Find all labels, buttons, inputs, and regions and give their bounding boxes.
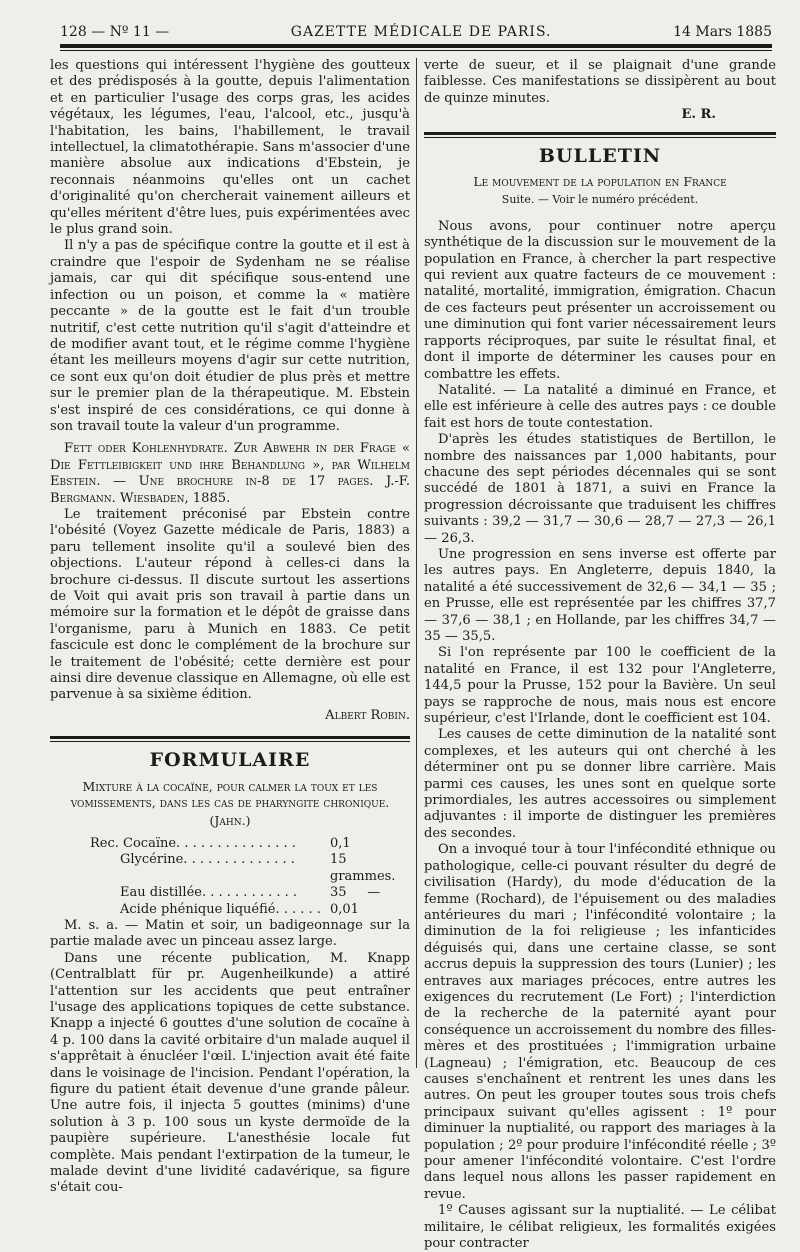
recipe-table xyxy=(90,836,410,918)
paragraph: Les causes de cette diminution de la natalité sont complexes, et les auteurs qui ont cherché à les déterminer ont pu se donner libre carrière. Mais parmi ces causes, les unes sont en quelque sorte primordiales, les autres accessoires ou simplement adjuvantes : il importe de distinguer les premières des secondes. xyxy=(424,727,776,841)
ingredient: Acide phénique liquéfié. . . . . . xyxy=(120,901,321,917)
quantity: 15 grammes. xyxy=(330,852,396,884)
ingredient: Eau distillée. . . . . . . . . . . . xyxy=(120,885,298,901)
header-rule-thick xyxy=(60,44,772,48)
paragraph: Il n'y a pas de spécifique contre la goutte et il est à craindre que l'espoir de Sydenham ne se réalise jamais, car qui dit spécifique sous-entend une infection ou un poison, et comme la « matière peccante » de la goutte est le fait d'un trouble nutritif, c'est cette nutrition qu'il s'agit d'atteindre et de modifier avant tout, et le régime comme l'hygiène étant les meilleurs moyens d'agir sur cette nutrition, ce sont eux qu'on doit étudier de plus près et mettre sur le premier plan de la thérapeutique. M. Ebstein s'est inspiré de ces considérations, ce qui donne à son travail toute la valeur d'un programme. xyxy=(50,238,410,434)
section-rule-thin xyxy=(424,137,776,138)
section-rule xyxy=(424,132,776,135)
right-column xyxy=(424,58,776,1252)
header-rule-thin xyxy=(60,50,772,51)
section-rule-thin xyxy=(50,741,410,742)
issue-date: 14 Mars 1885 xyxy=(673,24,772,40)
paragraph: Si l'on représente par 100 le coefficient de la natalité en France, il est 132 pour l'Angleterre, 144,5 pour la Prusse, 152 pour la Bavière. Un seul pays se rapproche de nous, mais nous est encore supérieur, c'est l'Irlande, dont le coefficient est 104. xyxy=(424,645,776,727)
paragraph: 1º Causes agissant sur la nuptialité. — Le célibat militaire, le célibat religieux, les formalités exigées pour contracter xyxy=(424,1203,776,1252)
ingredient: Glycérine. . . . . . . . . . . . . . xyxy=(120,852,295,868)
recipe-row xyxy=(90,836,410,852)
paragraph: verte de sueur, et il se plaignait d'une grande faiblesse. Ces manifestations se dissipèrent au bout de quinze minutes. xyxy=(424,58,776,106)
journal-title: GAZETTE MÉDICALE DE PARIS. xyxy=(290,24,552,40)
author-signature: Albert Robin. xyxy=(325,707,410,723)
recipe-row xyxy=(90,852,410,885)
recipe-row xyxy=(90,885,410,901)
page-header xyxy=(60,22,772,42)
paragraph: Natalité. — La natalité a diminué en France, et elle est inférieure à celle des autres pays : ce double fait est hors de toute contestation. xyxy=(424,382,776,431)
paragraph: On a invoqué tour à tour l'infécondité ethnique ou pathologique, celle-ci pouvant résulter du degré de civilisation (Hardy), du mode d'éducation de la femme (Rochard), de l'épuisement ou des maladies antérieures du mari ; l'infécondité volontaire ; la diminution de la foi religieuse ; les infanticides déguisés qui, dans une certaine classe, se sont accrus depuis la suppression des tours (Lunier) ; les entraves aux mariages précoces, entre autres les exigences du recrutement (Le Fort) ; l'interdiction de la recherche de la paternité ayant pour conséquence un accroissement du nombre des filles-mères et des prostituées ; l'immigration urbaine (Lagneau) ; l'émigration, etc. Beaucoup de ces causes s'enchaînent et rentrent les unes dans les autres. On peut les grouper toutes sous trois chefs principaux suivant qu'elles agissent : 1º pour diminuer la nuptialité, ou rapport des mariages à la population ; 2º pour produire l'infécondité réelle ; 3º pour amener l'infécondité volontaire. C'est l'ordre dans lequel nous allons les passer rapidement en revue. xyxy=(424,842,776,1202)
paragraph: les questions qui intéressent l'hygiène des goutteux et des prédisposés à la goutte, depuis l'alimentation et en particulier l'usage des corps gras, les acides végétaux, les légumes, l'eau, l'alcool, etc., jusqu'à l'habitation, les bains, l'habillement, le travail intellectuel, la climatothérapie. Sans m'associer d'une manière absolue aux indications d'Ebstein, je reconnais néanmoins qu'elles ont un cachet d'originalité qu'on chercherait vainement ailleurs et qu'elles méritent d'être lues, puis expérimentées avec le plus grand soin. xyxy=(50,58,410,238)
recipe-row xyxy=(90,902,410,918)
bulletin-subtitle: Le mouvement de la population en France xyxy=(473,174,727,190)
recipe-author: (Jahn.) xyxy=(209,813,251,829)
recipe-title: Mixture à la cocaïne, pour calmer la toux et les vomissements, dans les cas de pharyngite chronique. xyxy=(70,778,390,811)
author-initials: E. R. xyxy=(681,107,716,123)
preparation-note: M. s. a. — Matin et soir, un badigeonnage sur la partie malade avec un pinceau assez large. xyxy=(50,917,410,950)
formulaire-heading: FORMULAIRE xyxy=(149,749,311,772)
ingredient: Rec. Cocaïne. . . . . . . . . . . . . . . xyxy=(90,835,296,851)
section-rule xyxy=(50,736,410,739)
quantity: 35 — xyxy=(330,885,381,901)
paragraph: Dans une récente publication, M. Knapp (Centralblatt für pr. Augenheilkunde) a attiré l'attention sur les accidents que peut entraîner l'usage des applications topiques de cette substance. Knapp a injecté 6 gouttes d'une solution de cocaïne à 4 p. 100 dans la cavité orbitaire d'un malade auquel il s'apprêtait à énucléer l'œil. L'injection avait été faite dans le voisinage de l'incision. Pendant l'opération, la figure du patient était devenue d'une grande pâleur. Une autre fois, il injecta 5 gouttes (minims) d'une solution à 3 p. 100 sous un kyste dermoïde de la paupière supérieure. L'anesthésie locale fut complète. Mais pendant l'extirpation de la tumeur, le malade devint d'une lividité cadavérique, sa figure s'était cou- xyxy=(50,950,410,1196)
column-divider xyxy=(416,58,417,1068)
bulletin-heading: BULLETIN xyxy=(538,144,662,167)
book-reference: Fett oder Kohlenhydrate. Zur Abwehr in der Frage « Die Fettleibigkeit und ihre Behandlung », par Wilhelm Ebstein. — Une brochure in-8 de 17 pages. J.-F. Bergmann. Wiesbaden, 1885. xyxy=(50,441,410,506)
paragraph: D'après les études statistiques de Bertillon, le nombre des naissances par 1,000 habitants, pour chacune des sept périodes décennales qui se sont succédé de 1801 à 1871, a suivi en France la progression décroissante que traduisent les chiffres suivants : 39,2 — 31,7 — 30,6 — 28,7 — 27,3 — 26,1 — 26,3. xyxy=(424,432,776,546)
left-column xyxy=(50,58,410,1197)
paragraph: Le traitement préconisé par Ebstein contre l'obésité (Voyez Gazette médicale de Paris, 1883) a paru tellement insolite qu'il a soulevé bien des objections. L'auteur répond à celles-ci dans la brochure ci-dessus. Il discute surtout les assertions de Voit qui avait pris son travail à partie dans un mémoire sur la formation et le dépôt de graisse dans l'organisme, paru à Munich en 1883. Ce petit fascicule est donc le complément de la brochure sur le traitement de l'obésité; cette dernière est pour ainsi dire devenue classique en Allemagne, où elle est parvenue à sa sixième édition. xyxy=(50,506,410,703)
paragraph: Nous avons, pour continuer notre aperçu synthétique de la discussion sur le mouvement de la population en France, à chercher la part respective qui revient aux quatre facteurs de ce mouvement : natalité, mortalité, immigration, émigration. Chacun de ces facteurs peut présenter un accroissement ou une diminution qui font varier nécessairement leurs rapports réciproques, par suite le résultat final, et dont il importe de déterminer les causes pour en combattre les effets. xyxy=(424,218,776,382)
quantity: 0,1 xyxy=(330,835,351,851)
paragraph: Une progression en sens inverse est offerte par les autres pays. En Angleterre, depuis 1840, la natalité a été successivement de 32,6 — 34,1 — 35 ; en Prusse, elle est représentée par les chiffres 37,7 — 37,6 — 38,1 ; en Hollande, par les chiffres 34,7 — 35 — 35,5. xyxy=(424,546,776,644)
bulletin-note: Suite. — Voir le numéro précédent. xyxy=(501,193,699,207)
page-number: 128 — Nº 11 — xyxy=(60,24,170,40)
quantity: 0,01 xyxy=(330,901,359,917)
